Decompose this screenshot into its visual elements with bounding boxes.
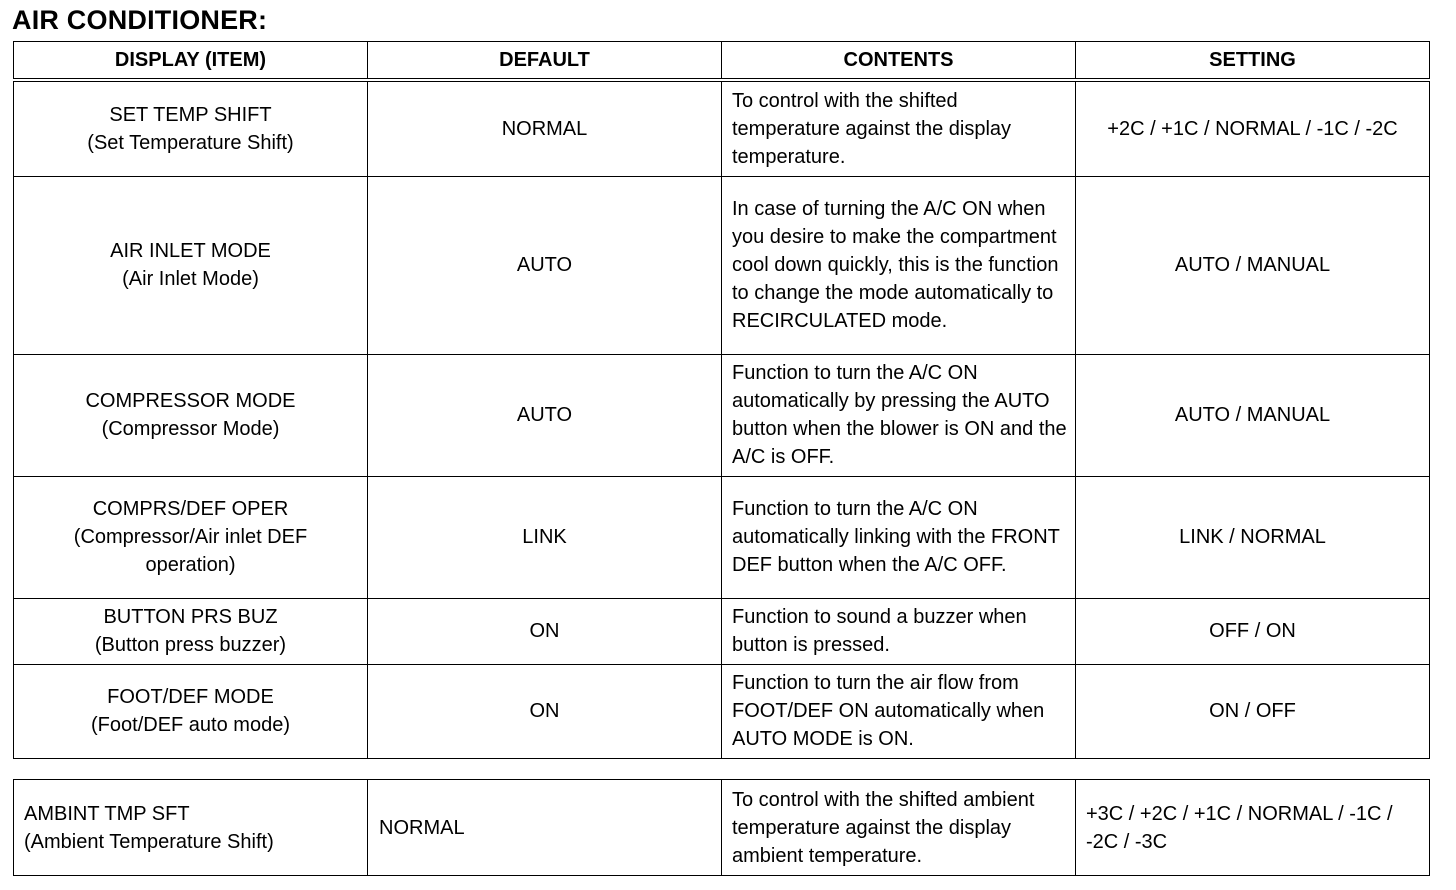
item-sublabel: (Set Temperature Shift) (87, 131, 294, 154)
item-sublabel: (Foot/DEF auto mode) (91, 714, 290, 736)
item-cell (14, 664, 368, 758)
contents-cell: To control with the shifted ambient temperature against the display ambient temperature. (722, 780, 1076, 876)
table-header-row (14, 42, 1430, 81)
item-label: AIR INLET MODE (110, 240, 271, 262)
item-sublabel: (Compressor Mode) (101, 418, 280, 440)
table-row (14, 354, 1430, 476)
item-cell (14, 476, 368, 598)
item-sublabel: (Compressor/Air inlet DEF operation) (73, 526, 308, 576)
setting-cell: OFF / ON (1076, 598, 1430, 664)
item-label: SET TEMP SHIFT (109, 103, 272, 126)
item-label: AMBINT TMP SFT (24, 802, 190, 825)
item-cell (14, 780, 368, 876)
contents-cell: Function to turn the A/C ON automatically linking with the FRONT DEF button when the A/C OFF. (722, 476, 1076, 598)
header-setting: SETTING (1076, 42, 1430, 81)
item-cell (14, 598, 368, 664)
setting-cell: AUTO / MANUAL (1076, 176, 1430, 354)
table-row (14, 664, 1430, 758)
contents-cell: In case of turning the A/C ON when you desire to make the compartment cool down quickly, this is the function to change the mode automatically to RECIRCULATED mode. (722, 176, 1076, 354)
table-row (14, 780, 1430, 876)
item-sublabel: (Button press buzzer) (94, 634, 287, 656)
table-row (14, 598, 1430, 664)
item-label: COMPRS/DEF OPER (92, 498, 289, 520)
table-row (14, 80, 1430, 176)
table-row (14, 476, 1430, 598)
contents-cell: Function to turn the air flow from FOOT/DEF ON automatically when AUTO MODE is ON. (722, 664, 1076, 758)
header-default: DEFAULT (368, 42, 722, 81)
header-contents: CONTENTS (722, 42, 1076, 81)
default-cell: ON (368, 598, 722, 664)
item-label: FOOT/DEF MODE (107, 686, 274, 708)
item-sublabel: (Air Inlet Mode) (122, 268, 259, 290)
default-cell: AUTO (368, 354, 722, 476)
contents-cell: To control with the shifted temperature against the display temperature. (722, 80, 1076, 176)
page-title: AIR CONDITIONER: (12, 5, 268, 35)
ambient-table (13, 779, 1430, 876)
settings-table (13, 41, 1430, 759)
item-cell (14, 176, 368, 354)
setting-cell: AUTO / MANUAL (1076, 354, 1430, 476)
default-cell: AUTO (368, 176, 722, 354)
contents-cell: Function to sound a buzzer when button is pressed. (722, 598, 1076, 664)
item-cell (14, 80, 368, 176)
setting-cell: ON / OFF (1076, 664, 1430, 758)
contents-cell: Function to turn the A/C ON automatically by pressing the AUTO button when the blower is ON and the A/C is OFF. (722, 354, 1076, 476)
setting-cell: +3C / +2C / +1C / NORMAL / -1C / -2C / -3C (1076, 780, 1430, 876)
item-cell (14, 354, 368, 476)
item-sublabel: (Ambient Temperature Shift) (24, 830, 274, 853)
setting-cell: +2C / +1C / NORMAL / -1C / -2C (1076, 80, 1430, 176)
item-label: COMPRESSOR MODE (85, 390, 296, 412)
table-row (14, 176, 1430, 354)
header-display-item: DISPLAY (ITEM) (14, 42, 368, 81)
item-label: BUTTON PRS BUZ (103, 606, 278, 628)
default-cell: ON (368, 664, 722, 758)
setting-cell: LINK / NORMAL (1076, 476, 1430, 598)
default-cell: LINK (368, 476, 722, 598)
default-cell: NORMAL (368, 780, 722, 876)
default-cell: NORMAL (368, 80, 722, 176)
